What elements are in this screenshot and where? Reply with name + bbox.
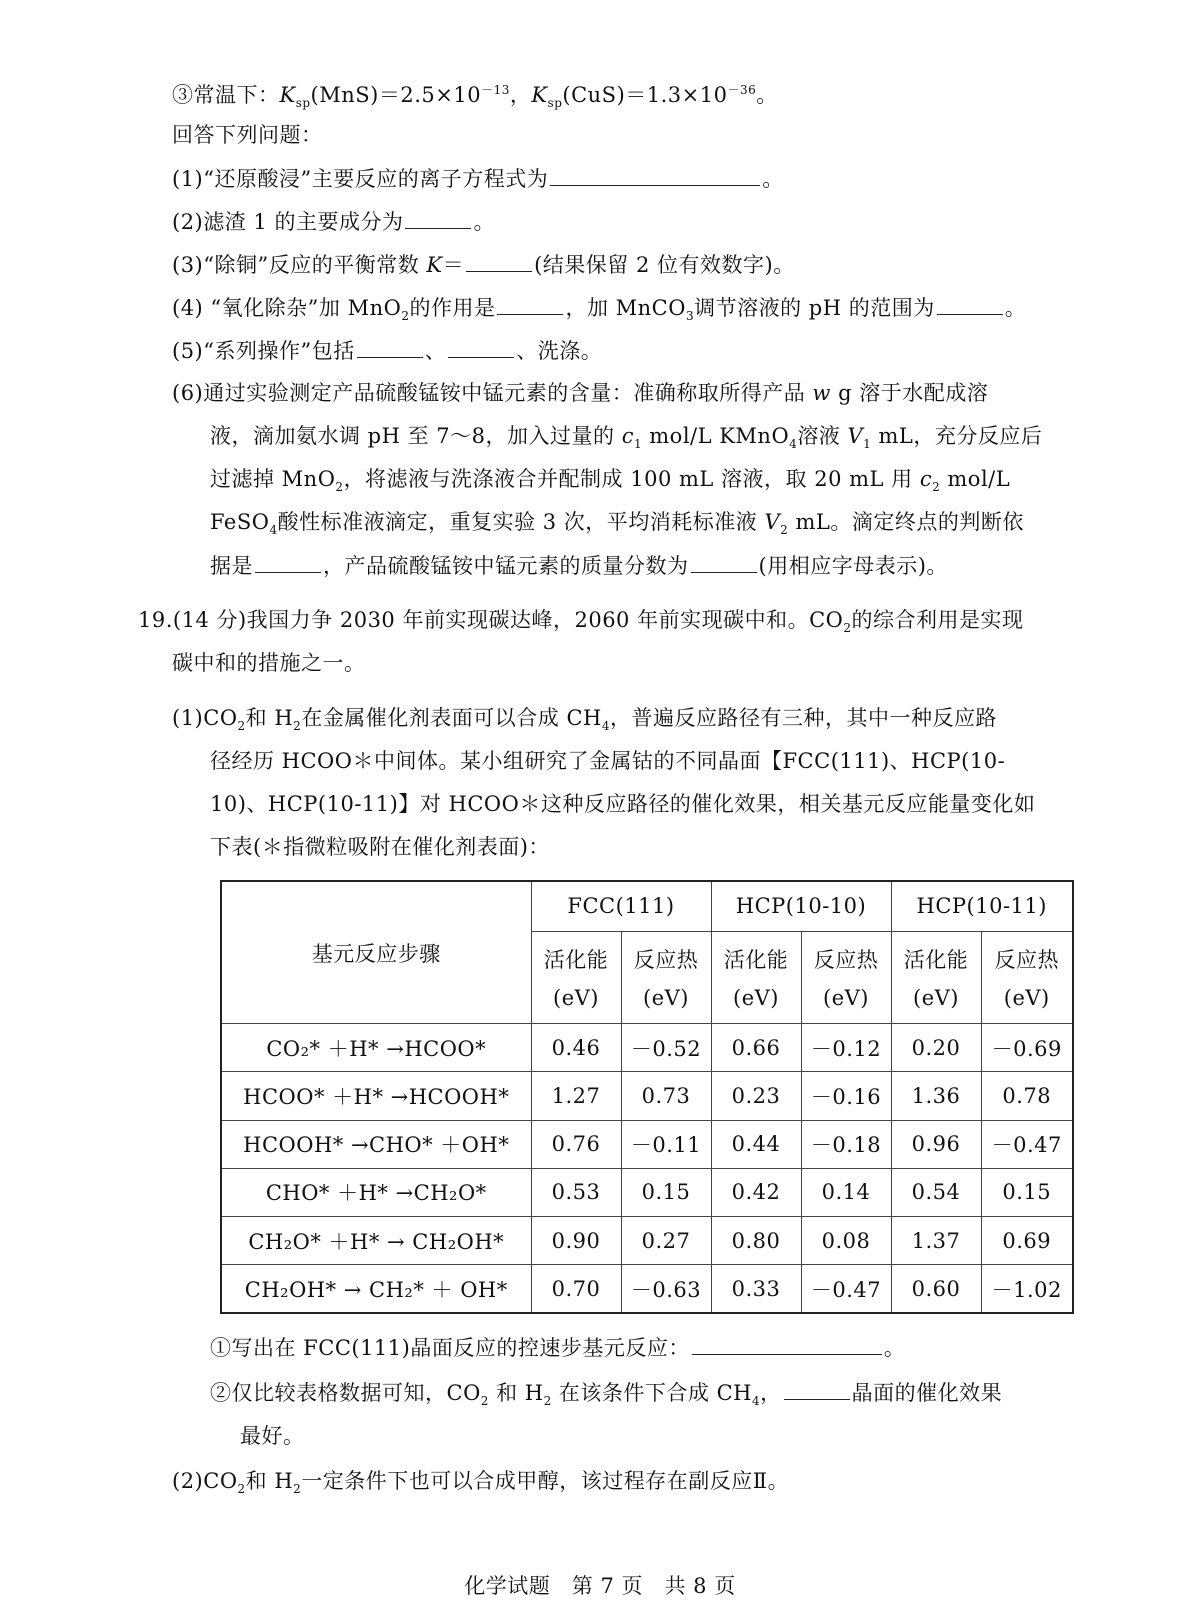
q19-part1-line1 (172, 703, 997, 741)
value-cell: 1.27 (531, 1072, 621, 1120)
c1-symbol: c (621, 424, 634, 448)
value-cell: －0.69 (981, 1024, 1073, 1072)
answer-blank[interactable] (692, 1332, 882, 1355)
text: (6)通过实验测定产品硫酸锰铵中锰元素的含量：准确称取所得产品 (172, 381, 813, 405)
sub: 2 (293, 719, 302, 734)
value-cell: －0.12 (801, 1024, 891, 1072)
value-cell: －0.47 (801, 1265, 891, 1313)
col-activation-energy (531, 931, 621, 1023)
table-row (221, 1120, 1073, 1168)
ksp-mns-exp: －13 (481, 83, 510, 97)
col-label: 活化能 (543, 948, 609, 973)
text: 的综合利用是实现 (851, 608, 1024, 632)
ksp-cus-exp: －36 (727, 83, 757, 97)
value-cell: －0.11 (621, 1120, 711, 1168)
sub: 4 (269, 523, 278, 538)
sub: 4 (751, 1394, 761, 1409)
value-cell: 0.27 (621, 1217, 711, 1265)
facet-header-hcp1011: HCP(10-11) (891, 881, 1073, 931)
answer-intro: 回答下列问题： (172, 123, 323, 147)
text: 。 (883, 1336, 906, 1360)
value-cell: 0.42 (711, 1168, 801, 1216)
q18-part1-text: (1)“还原酸浸”主要反应的离子方程式为 (172, 167, 549, 191)
sub: 1 (633, 437, 643, 452)
q18-part1-end: 。 (762, 167, 784, 191)
text: ①写出在 FCC(111)晶面反应的控速步基元反应： (210, 1336, 690, 1360)
text: mol/L KMnO (642, 424, 790, 448)
text: 在金属催化剂表面可以合成 CH (301, 706, 602, 730)
value-cell: 0.08 (801, 1217, 891, 1265)
sub: 2 (543, 1394, 552, 1409)
sub: 2 (480, 1394, 489, 1409)
q18-part6-line4 (210, 507, 1024, 545)
value-cell: －0.16 (801, 1072, 891, 1120)
value-cell: 0.76 (531, 1120, 621, 1168)
text: 和 H (245, 706, 294, 730)
text: mL。滴定终点的判断依 (788, 510, 1024, 534)
table-row (221, 1265, 1073, 1313)
sub: 2 (335, 480, 344, 495)
q18-part3 (172, 249, 795, 280)
text: 和 H (245, 1469, 294, 1493)
k-symbol: K (426, 253, 443, 277)
value-cell: 0.66 (711, 1024, 801, 1072)
value-cell: 0.54 (891, 1168, 981, 1216)
q19-line2: 碳中和的措施之一。 (172, 651, 366, 675)
q18-part5-b: 、 (424, 339, 447, 363)
q18-part4-a: (4) “氧化除杂”加 MnO (172, 296, 402, 320)
q18-part6-line1 (172, 378, 988, 408)
text: (1)CO (172, 706, 238, 730)
ksp-sep: ， (509, 83, 532, 107)
q18-part6-line5 (210, 550, 948, 581)
text: FeSO (210, 510, 270, 534)
q18-part4 (172, 292, 1026, 331)
col-reaction-heat (981, 931, 1073, 1023)
step-cell: HCOOH* →CHO* ＋OH* (221, 1120, 531, 1168)
ksp-end: 。 (756, 83, 778, 107)
col-label: 反应热 (633, 948, 699, 973)
col-activation-energy (711, 931, 801, 1023)
q18-part2 (172, 206, 495, 237)
text: 一定条件下也可以合成甲醇，该过程存在副反应Ⅱ。 (301, 1469, 790, 1493)
q19-sub1 (210, 1332, 905, 1363)
v1-symbol: V (847, 424, 864, 448)
ksp-sub: sp (295, 96, 311, 111)
sub: 1 (863, 437, 872, 452)
sub: 2 (780, 523, 789, 538)
value-cell: 0.78 (981, 1072, 1073, 1120)
answer-blank[interactable] (937, 292, 1003, 315)
sub: 2 (237, 1482, 246, 1497)
step-cell: CH₂O* ＋H* → CH₂OH* (221, 1217, 531, 1265)
table-row (221, 1024, 1073, 1072)
value-cell: 0.23 (711, 1072, 801, 1120)
answer-blank[interactable] (784, 1377, 850, 1400)
value-cell: 0.90 (531, 1217, 621, 1265)
col-reaction-heat (621, 931, 711, 1023)
text: mL，充分反应后 (871, 424, 1043, 448)
q19-sub2 (210, 1377, 1002, 1416)
unit-label: (eV) (643, 986, 689, 1011)
answer-blank[interactable] (448, 335, 514, 358)
text: 过滤掉 MnO (210, 467, 336, 491)
q18-part6-line2 (210, 421, 1042, 459)
value-cell: 0.60 (891, 1265, 981, 1313)
value-cell: 1.36 (891, 1072, 981, 1120)
value-cell: 0.15 (621, 1168, 711, 1216)
answer-blank[interactable] (405, 206, 471, 229)
q18-part3-text: (3)“除铜”反应的平衡常数 (172, 253, 427, 277)
sub: 2 (237, 719, 246, 734)
ksp-cus: (CuS)＝1.3×10 (562, 83, 728, 107)
text: (2)CO (172, 1469, 238, 1493)
value-cell: －0.52 (621, 1024, 711, 1072)
value-cell: －0.18 (801, 1120, 891, 1168)
col-label: 活化能 (723, 948, 789, 973)
sub: 2 (293, 1482, 302, 1497)
value-cell: 0.20 (891, 1024, 981, 1072)
text: ，普遍反应路径有三种，其中一种反应路 (610, 706, 998, 730)
text: 溶液 (797, 424, 848, 448)
text: 19.(14 分)我国力争 2030 年前实现碳达峰，2060 年前实现碳中和。CO (138, 608, 844, 632)
value-cell: 0.73 (621, 1072, 711, 1120)
q19-line1 (138, 605, 1024, 643)
answer-blank[interactable] (466, 249, 532, 272)
text: (用相应字母表示)。 (758, 554, 948, 578)
ksp-sub-2: sp (547, 96, 563, 111)
value-cell: 1.37 (891, 1217, 981, 1265)
w-symbol: w (812, 381, 831, 405)
q18-part1 (172, 163, 784, 194)
answer-blank[interactable] (357, 335, 423, 358)
q19-sub2-line2: 最好。 (240, 1424, 305, 1448)
text: 在该条件下合成 CH (551, 1381, 752, 1405)
text: 和 H (488, 1381, 544, 1405)
q18-part2-text: (2)滤渣 1 的主要成分为 (172, 210, 404, 234)
answer-blank[interactable] (550, 163, 760, 186)
unit-label: (eV) (553, 986, 599, 1011)
table-row (221, 1072, 1073, 1120)
ksp-line (172, 75, 778, 118)
v2-symbol: V (764, 510, 781, 534)
answer-blank[interactable] (691, 550, 757, 573)
page-footer: 化学试题 第 7 页 共 8 页 (464, 1574, 736, 1598)
col-label: 反应热 (813, 948, 879, 973)
text: 晶面的催化效果 (851, 1381, 1003, 1405)
value-cell: 0.53 (531, 1168, 621, 1216)
value-cell: 0.15 (981, 1168, 1073, 1216)
q18-part3-eq: ＝ (442, 253, 465, 277)
facet-header-fcc111: FCC(111) (531, 881, 711, 931)
value-cell: 0.33 (711, 1265, 801, 1313)
text: 据是 (210, 554, 253, 578)
q18-part4-d: 调节溶液的 pH 的范围为 (694, 296, 935, 320)
q18-part6-line3 (210, 464, 1010, 502)
text: ，将滤液与洗涤液合并配制成 100 mL 溶液，取 20 mL 用 (343, 467, 920, 491)
value-cell: 0.70 (531, 1265, 621, 1313)
text: ，产品硫酸锰铵中锰元素的质量分数为 (323, 554, 689, 578)
step-header: 基元反应步骤 (221, 881, 531, 1024)
q19-part1-line4: 下表(＊指微粒吸附在催化剂表面)： (210, 835, 550, 859)
q19-part1-line2: 径经历 HCOO＊中间体。某小组研究了金属钴的不同晶面【FCC(111)、HCP(10- (210, 749, 1006, 773)
sub: 4 (601, 719, 611, 734)
text: 酸性标准液滴定，重复实验 3 次，平均消耗标准液 (277, 510, 765, 534)
sub: 4 (789, 437, 798, 452)
value-cell: 0.69 (981, 1217, 1073, 1265)
q18-part4-end: 。 (1004, 296, 1027, 320)
value-cell: 0.96 (891, 1120, 981, 1168)
q18-part5-c: 、洗涤。 (516, 339, 603, 363)
answer-blank[interactable] (255, 550, 321, 573)
step-cell: CO₂* ＋H* →HCOO* (221, 1024, 531, 1072)
unit-label: (eV) (823, 986, 869, 1011)
c2-symbol: c (919, 467, 933, 491)
table-row (221, 1168, 1073, 1216)
table-row (221, 1217, 1073, 1265)
answer-blank[interactable] (497, 292, 563, 315)
unit-label: (eV) (733, 986, 779, 1011)
q18-part5-a: (5)“系列操作”包括 (172, 339, 355, 363)
value-cell: 0.14 (801, 1168, 891, 1216)
text: g 溶于水配成溶 (830, 381, 989, 405)
value-cell: －0.47 (981, 1120, 1073, 1168)
col-label: 反应热 (994, 948, 1059, 973)
value-cell: 0.46 (531, 1024, 621, 1072)
text: ， (760, 1381, 782, 1405)
q19-part2 (172, 1466, 789, 1504)
q18-part5 (172, 335, 602, 366)
q18-part3-end: (结果保留 2 位有效数字)。 (534, 253, 795, 277)
sub: 2 (843, 621, 852, 636)
sub: 2 (932, 480, 941, 495)
col-activation-energy (891, 931, 981, 1023)
text: ②仅比较表格数据可知，CO (210, 1381, 481, 1405)
sub: 3 (685, 309, 695, 324)
unit-label: (eV) (913, 986, 959, 1011)
step-cell: HCOO* ＋H* →HCOOH* (221, 1072, 531, 1120)
ksp-prefix: ③常温下： (172, 83, 280, 107)
facet-header-hcp1010: HCP(10-10) (711, 881, 891, 931)
reaction-energy-table (220, 880, 1074, 1314)
ksp-symbol-2: K (531, 83, 548, 107)
value-cell: 0.44 (711, 1120, 801, 1168)
ksp-symbol: K (279, 83, 296, 107)
unit-label: (eV) (1003, 986, 1050, 1011)
value-cell: 0.80 (711, 1217, 801, 1265)
value-cell: －0.63 (621, 1265, 711, 1313)
step-cell: CHO* ＋H* →CH₂O* (221, 1168, 531, 1216)
text: mol/L (940, 467, 1011, 491)
sub: 2 (401, 309, 410, 324)
col-reaction-heat (801, 931, 891, 1023)
q18-part4-c: ，加 MnCO (565, 296, 686, 320)
value-cell: －1.02 (981, 1265, 1073, 1313)
text: 液，滴加氨水调 pH 至 7～8，加入过量的 (210, 424, 622, 448)
q18-part2-end: 。 (473, 210, 495, 234)
q18-part4-b: 的作用是 (409, 296, 496, 320)
q19-part1-line3: 10)、HCP(10-11)】对 HCOO＊这种反应路径的催化效果，相关基元反应能量变化如 (210, 792, 1036, 816)
ksp-mns: (MnS)＝2.5×10 (310, 83, 482, 107)
col-label: 活化能 (903, 948, 969, 973)
step-cell: CH₂OH* → CH₂* ＋ OH* (221, 1265, 531, 1313)
